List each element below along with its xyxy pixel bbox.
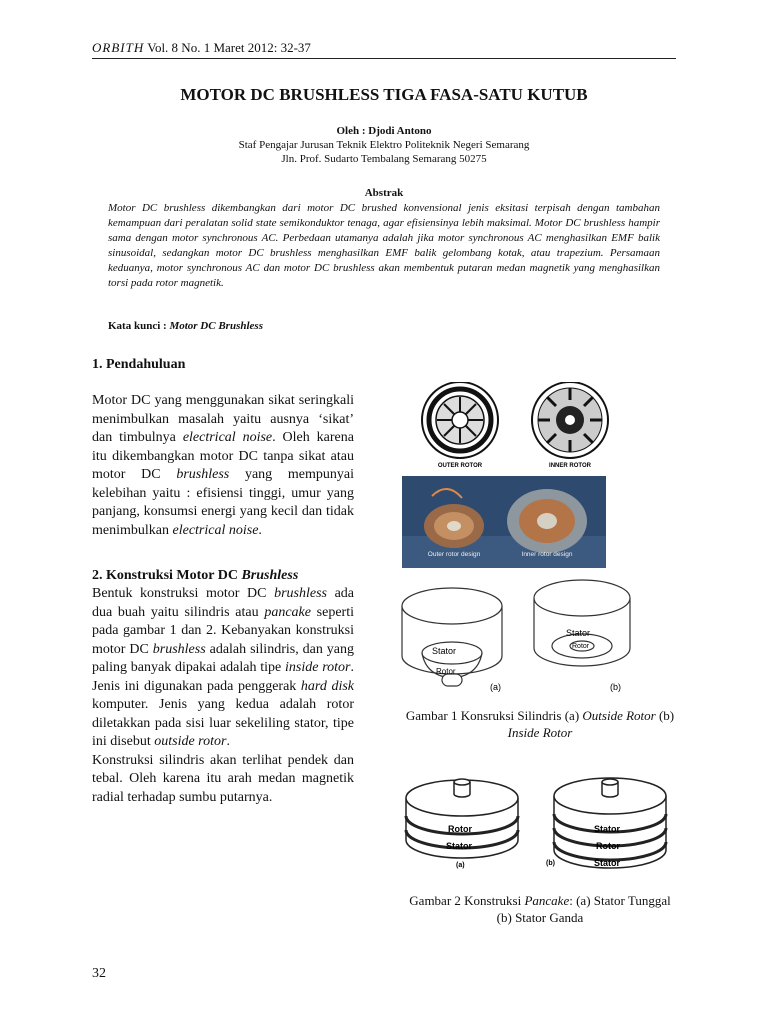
section-1-body: Motor DC yang menggunakan sikat seringkali menimbulkan masalah yaitu ausnya ‘sikat’ dan timbulnya electrical noise. Oleh karena itu dikembangkan motor DC tanpa sikat atau motor DC brushless yang mempunyai kelebihan yaitu : efisiensi tinggi, umur yang panjang, konsumsi energi yang kecil dan tidak menimbulkan electrical noise.: [92, 393, 355, 538]
page-number: 32: [92, 966, 106, 981]
author-address: Jln. Prof. Sudarto Tembalang Semarang 50275: [281, 153, 487, 165]
fig2-stator-label-a: Stator: [446, 841, 473, 851]
figure2-sub-a: (a): [456, 862, 465, 869]
keywords-label: Kata kunci :: [108, 320, 167, 332]
stator-label-b: Stator: [566, 628, 591, 638]
author-affiliation: Staf Pengajar Jurusan Teknik Elektro Politeknik Negeri Semarang: [238, 139, 530, 151]
section-1-heading: 1. Pendahuluan: [92, 357, 186, 372]
figure1-sub-b: (b): [610, 682, 621, 692]
cylindrical-construction-figure: [398, 578, 638, 698]
section-2-heading: 2. Konstruksi Motor DC Brushless: [92, 568, 299, 583]
author-byline: Oleh : Djodi Antono: [336, 125, 432, 137]
rotor-label-b: Rotor: [572, 643, 590, 650]
keywords-value: Motor DC Brushless: [169, 320, 263, 332]
figure-1-caption: Gambar 1 Konsruksi Silindris (a) Outside Rotor (b) Inside Rotor: [405, 708, 675, 740]
rotor-design-photo: [402, 476, 606, 568]
inside-rotor-drawing: [534, 580, 630, 666]
rotor-cross-section-figure: [405, 382, 625, 470]
outer-rotor-label: OUTER ROTOR: [437, 463, 483, 469]
abstract-text: Motor DC brushless dikembangkan dari motor DC brushed konvensional jenis eksitasi terpisah dengan tambahan kemampuan dari peralatan solid state semikonduktor tenaga, agar efisiensinya lebih maksimal. Motor DC brushless hampir sama dengan motor synchronous AC. Perbedaan utamanya adalah jika motor synchronous AC menghasilkan EMF balik sinusoidal, sedangkan motor DC brushless menghasilkan EMF balik gelombang kotak, atau trapezium. Persamaan keduanya, motor synchronous AC dan motor DC brushless akan membentuk putaran medan magnetik yang menghasilkan torsi pada rotor magnetik.: [108, 202, 660, 289]
section-2-body: Bentuk konstruksi motor DC brushless ada dua buah yaitu silindris atau pancake seperti pada gambar 1 dan 2. Kebanyakan konstruksi motor DC brushless adalah silindris, dan yang paling banyak dipakai adalah tipe inside rotor. Jenis ini digunakan pada penggerak hard disk komputer. Jenis yang kedua adalah rotor diletakkan pada sisi luar sekeliling stator, tipe ini disebut outside rotor. Konstruksi silindris akan terlihat pendek dan tebal. Oleh karena itu arah medan magnetik radial terhadap sumbu putarnya.: [92, 586, 355, 805]
inner-rotor-photo-label: Inner rotor design: [521, 551, 573, 558]
double-stator-drawing: [554, 778, 666, 868]
figure-2-caption: Gambar 2 Konstruksi Pancake: (a) Stator Tunggal (b) Stator Ganda: [409, 893, 671, 925]
fig2-stator-label-b2: Stator: [594, 858, 621, 868]
running-header: [92, 40, 676, 59]
outer-rotor-photo-label: Outer rotor design: [427, 551, 481, 558]
keywords: [108, 320, 263, 332]
fig2-rotor-label-b: Rotor: [596, 841, 620, 851]
inner-rotor-label: INNER ROTOR: [549, 463, 591, 469]
outer-rotor-diagram: [422, 382, 498, 458]
fig2-rotor-label-a: Rotor: [448, 824, 472, 834]
inner-rotor-diagram: [532, 382, 608, 458]
figure2-sub-b: (b): [546, 860, 555, 867]
pancake-construction-figure: [398, 760, 668, 872]
fig2-stator-label-b1: Stator: [594, 824, 621, 834]
journal-name: ORBITH: [92, 40, 145, 55]
abstract-heading: Abstrak: [364, 187, 404, 199]
stator-label-a: Stator: [432, 646, 457, 656]
journal-volume: Vol. 8 No. 1 Maret 2012: 32-37: [147, 40, 311, 55]
figure1-sub-a: (a): [490, 682, 501, 692]
rotor-label-a: Rotor: [436, 667, 456, 676]
paper-title: MOTOR DC BRUSHLESS TIGA FASA-SATU KUTUB: [180, 85, 588, 104]
